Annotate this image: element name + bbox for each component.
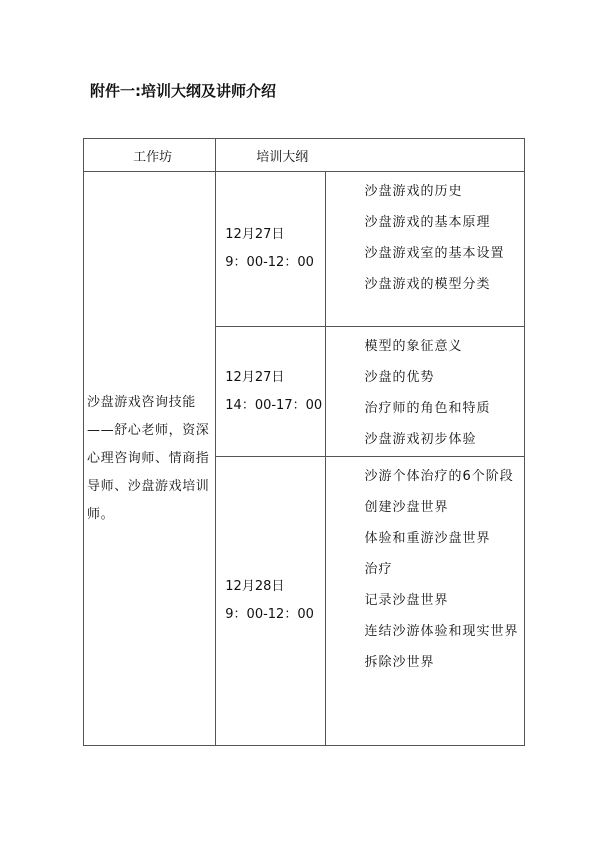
topic-item: 沙盘游戏的历史 [364, 184, 463, 199]
topic-item: 沙盘游戏初步体验 [364, 432, 477, 447]
header-workshop: 工作坊 [84, 139, 216, 172]
topic-item: 治疗 [364, 562, 393, 577]
topic-item: 沙盘游戏室的基本设置 [364, 246, 505, 261]
session-time: 9：00-12：00 [225, 607, 314, 622]
topic-item: 体验和重游沙盘世界 [364, 531, 491, 546]
topic-item: 沙盘游戏的基本原理 [364, 215, 491, 230]
session-date: 12月27日 [225, 227, 285, 242]
session-topics-cell [325, 457, 524, 746]
session-time-cell [216, 327, 325, 457]
session-time-cell [216, 172, 325, 327]
topic-item: 沙盘游戏的模型分类 [364, 277, 491, 292]
topic-item: 连结沙游体验和现实世界 [364, 624, 519, 639]
page-title: 附件一:培训大纲及讲师介绍 [90, 82, 276, 100]
training-table [83, 138, 525, 746]
session-topics-cell [325, 327, 524, 457]
session-date: 12月27日 [225, 369, 285, 385]
session-topics-cell [325, 172, 524, 327]
session-date: 12月28日 [225, 579, 285, 594]
topic-item: 拆除沙世界 [364, 655, 435, 670]
session-time: 14：00-17：00 [225, 397, 323, 413]
workshop-cell: 沙盘游戏咨询技能——舒心老师，资深心理咨询师、情商指导师、沙盘游戏培训师。 [84, 172, 216, 746]
table-row [84, 172, 525, 327]
topic-item: 记录沙盘世界 [364, 593, 449, 608]
session-time-cell [216, 457, 325, 746]
topic-item: 创建沙盘世界 [364, 500, 449, 515]
topic-item: 沙游个体治疗的6个阶段 [364, 469, 514, 484]
topic-item: 模型的象征意义 [364, 339, 463, 354]
header-outline: 培训大纲 [216, 139, 525, 172]
topic-item: 治疗师的角色和特质 [364, 401, 491, 416]
table-header-row [84, 139, 525, 172]
topic-item: 沙盘的优势 [364, 370, 435, 385]
session-time: 9：00-12：00 [225, 255, 314, 270]
